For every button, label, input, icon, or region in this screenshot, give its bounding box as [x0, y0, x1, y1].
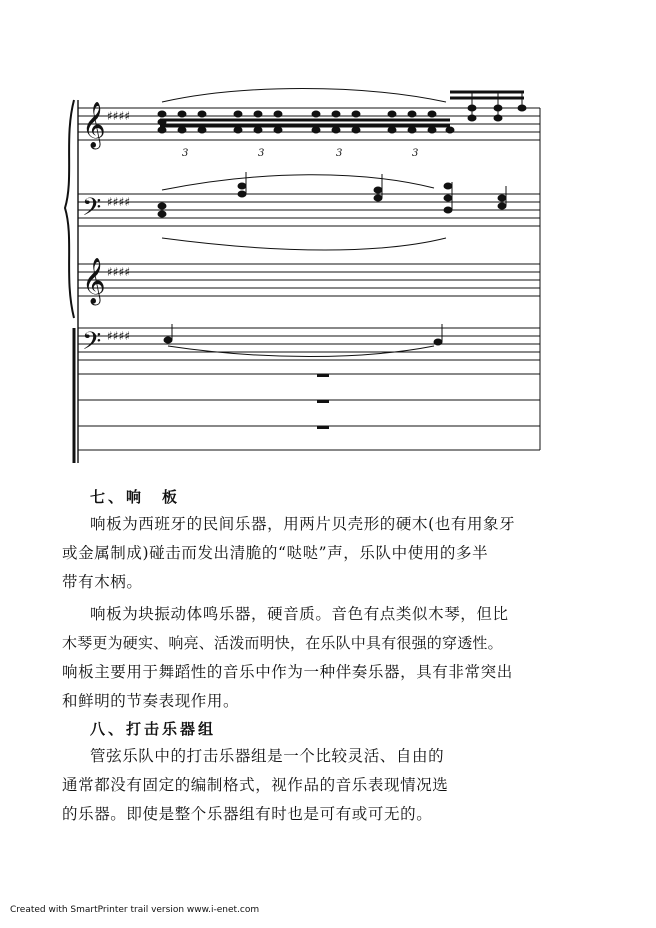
svg-text:𝄢: 𝄢: [82, 327, 102, 362]
paragraph-castanets-1-line-2: 或金属制成)碰击而发出清脆的“哒哒”声，乐队中使用的多半: [62, 544, 489, 562]
paragraph-castanets-2-line-1: 响板为块振动体鸣乐器，硬音质。音色有点类似木琴，但比: [90, 605, 509, 623]
triplet-marks: [182, 148, 418, 159]
section-heading-castanets: 七、响 板: [90, 488, 181, 506]
paragraph-castanets-2-line-2: 木琴更为硬实、响亮、活泼而明快，在乐队中具有很强的穿透性。: [62, 634, 503, 652]
paragraph-castanets-2-line-3: 响板主要用于舞蹈性的音乐中作为一种伴奏乐器，具有非常突出: [62, 663, 513, 681]
svg-text:3: 3: [336, 148, 343, 159]
music-score: [62, 78, 562, 468]
staff-treble-2: [78, 264, 540, 296]
svg-text:3: 3: [258, 148, 265, 159]
staff-bass-1: [78, 194, 540, 226]
svg-text:𝄞: 𝄞: [82, 102, 106, 148]
section-heading-percussion-group: 八、打击乐器组: [90, 720, 217, 738]
paragraph-castanets-2-line-4: 和鲜明的节奏表现作用。: [62, 692, 240, 710]
svg-text:♯♯♯♯: ♯♯♯♯: [107, 329, 131, 343]
watermark-footer: Created with SmartPrinter trail version www.i-enet.com: [10, 905, 260, 915]
paragraph-castanets-1-line-1: 响板为西班牙的民间乐器，用两片贝壳形的硬木(也有用象牙: [90, 515, 516, 533]
paragraph-percussion-line-2: 通常都没有固定的编制格式，视作品的音乐表现情况选: [62, 776, 449, 794]
whole-rests: [317, 374, 329, 429]
svg-text:3: 3: [412, 148, 419, 159]
paragraph-percussion-line-3: 的乐器。即使是整个乐器组有时也是可有或可无的。: [62, 805, 433, 823]
paragraph-percussion-line-1: 管弦乐队中的打击乐器组是一个比较灵活、自由的: [90, 747, 445, 765]
svg-text:♯♯♯♯: ♯♯♯♯: [107, 109, 131, 123]
svg-text:3: 3: [182, 148, 189, 159]
svg-text:𝄢: 𝄢: [82, 193, 102, 228]
bass-chords: [158, 172, 506, 250]
svg-text:♯♯♯♯: ♯♯♯♯: [107, 265, 131, 279]
svg-text:𝄞: 𝄞: [82, 258, 106, 304]
percussion-lines: [78, 374, 540, 450]
svg-text:♯♯♯♯: ♯♯♯♯: [107, 195, 131, 209]
staff-treble-1: [78, 108, 540, 140]
treble-chords: [158, 89, 526, 134]
paragraph-castanets-1-line-3: 带有木柄。: [62, 573, 143, 591]
staff-bass-2: [78, 328, 540, 360]
clefs: [82, 102, 130, 362]
